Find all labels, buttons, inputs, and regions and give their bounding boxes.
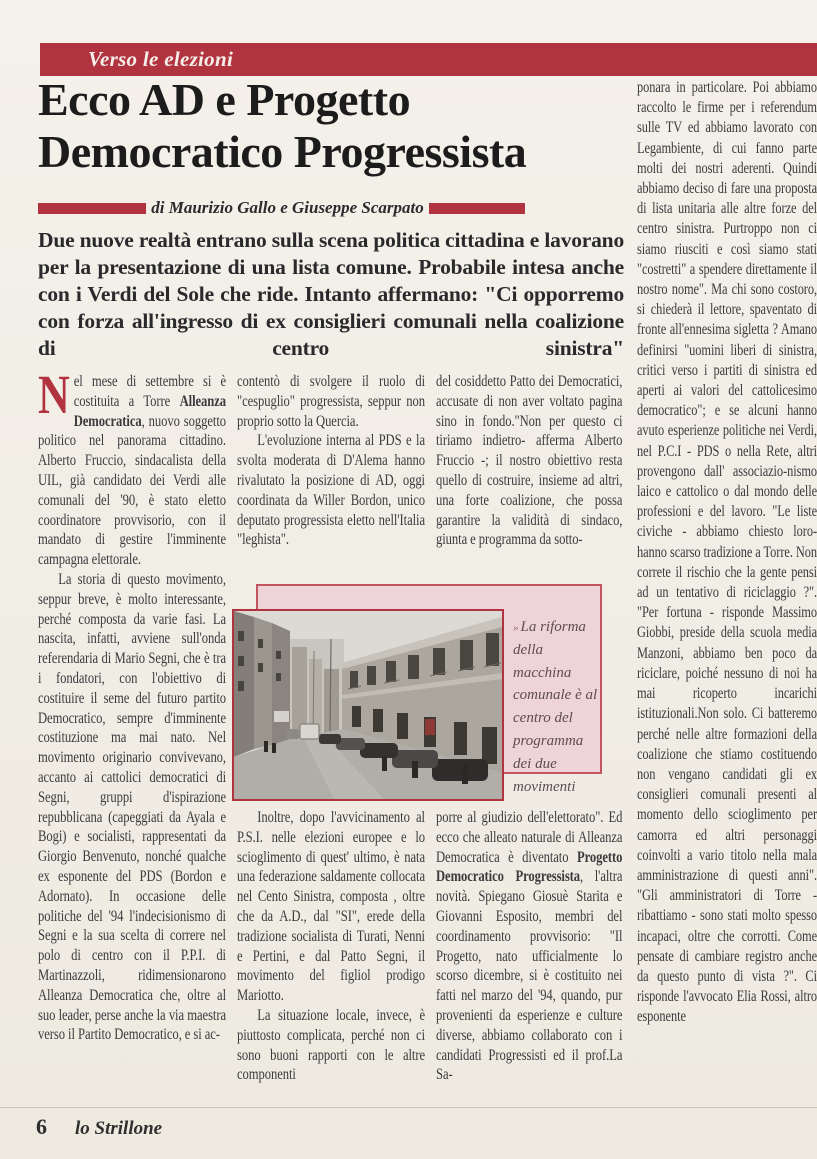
byline: [38, 199, 525, 217]
headline-line1: Ecco AD e Progetto: [38, 74, 411, 125]
paragraph: [436, 808, 622, 1085]
body-text: porre al giudizio dell'elettorato". Ed ecco che alleato naturale di Alleanza Democratica è diventato: [436, 809, 623, 866]
paragraph: L'evoluzione interna al PDS e la svolta moderata di D'Alema hanno rivalutato la posizione di AD, oggi coordinata da Willer Bordon, unico deputato progressista eletto nell'Italia "leghista".: [237, 432, 425, 549]
street-photo-graphic: [234, 611, 502, 799]
paragraph: La situazione locale, invece, è piuttosto complicata, perché non ci sono buoni rapporti con le altre componenti: [237, 1006, 425, 1084]
kicker-label: Verso le elezioni: [88, 47, 234, 71]
article-column-3-bottom: [436, 808, 622, 1106]
body-text: , nuovo soggetto politico nel panorama cittadino. Alberto Fruccio, sindacalista della UIL, già candidato dei Verdi alle comunali del '90, è stato eletto coordinatore provvisorio, con il mandato di gestire l'imminente campagna elettorale.: [38, 412, 226, 569]
caption-marker-icon: »: [513, 622, 519, 634]
paragraph: Inoltre, dopo l'avvicinamento al P.S.I. nelle elezioni europee e lo scioglimento di quest' ultimo, è nata una federazione saldamente collocata nel Cento Sinistra, composta , oltre che da A.D., dal "SI", erede della tradizione socialista di Turati, Nenni e Pertini, e dal Patto Segni, il movimento del figliol prodigo Mariotto.: [237, 809, 425, 1005]
photo-caption: [513, 616, 599, 798]
lede-paragraph: Due nuove realtà entrano sulla scena politica cittadina e lavorano per la presentazione di una lista comune. Probabile intesa anche con i Verdi del Sole che ride. Intanto affermano: "Ci opporremo con forza all'ingresso di ex consiglieri comunali nella coalizione di centro sinistra": [38, 228, 624, 360]
bold-text: Alleanza Democratica: [73, 392, 226, 430]
article-column-2-top: [237, 372, 425, 582]
byline-text: di Maurizio Gallo e Giuseppe Scarpato: [151, 198, 424, 217]
article-column-2-bottom: [237, 808, 425, 1106]
paragraph: del cosiddetto Patto dei Democratici, accusate di non aver voltato pagina sino in fondo."Non per questo ci tiriamo indietro- afferma Alberto Fruccio -; il nostro obiettivo resta quello di costruire, insieme ad altri, una forte coalizione, che possa garantire la validità di sindaco, giunta e programma da sotto-: [436, 373, 623, 549]
article-column-3-top: [436, 372, 622, 582]
footer-rule: [0, 1107, 817, 1108]
body-text: el mese di settembre si è costituita a Torre: [73, 373, 226, 410]
bold-text: Progetto Democratico Progressista: [436, 848, 623, 886]
paragraph: La storia di questo movimento, seppur breve, è molto interessante, perché composta da varie fasi. La nascita, infatti, avviene sull'onda referendaria di Mario Segni, che è tra i fondatori, con l'obiettivo di costituire il seme del futuro partito Democratico, sempre d'imminente costituzione ma mai nato. Nel movimento originario convivevano, accanto ai cattolici democratici di Segni, gruppi d'ispirazione repubblicana (capeggiati da Ayala e Bogi) e socialisti, rappresentati da Giorgio Benvenuto, nonché qualche ex esponente del PDS (Bordon e Adornato). In occasione delle politiche del '94 l'indecisionismo di Segni e la sua scelta di correre nel polo di centro con il P.P.I. di Martinazzoli, ridimensionarono Alleanza Democratica che, oltre al suo leader, perse anche la via maestra verso il Partito Democratico, e si ac-: [38, 570, 226, 1044]
body-text: , l'altra novità. Spiegano Giosuè Starita e Giovanni Esposito, membri del coordinamento provvisorio: "Il Progetto, nato ufficialmente lo scorso dicembre, si è costituito nei fatti nel marzo del '94, quando, pur provenienti da esperienze e culture diverse, abbiamo collaborato con i candidati Progressisti ed il prof.La Sa-: [436, 868, 623, 1084]
paragraph: contentò di svolgere il ruolo di "cespuglio" progressista, seppur non proprio sotto la Quercia.: [237, 373, 425, 430]
street-photo: [232, 609, 504, 801]
byline-rule-left: [38, 203, 146, 214]
kicker-bar: [40, 43, 817, 76]
headline-line2: Democratico Progressista: [38, 126, 527, 178]
article-column-1: [38, 372, 226, 1110]
page-title: [38, 74, 633, 179]
paragraph: [38, 372, 226, 570]
page-footer: [36, 1114, 162, 1144]
footer-publication-name: lo Strillone: [75, 1118, 163, 1139]
article-column-4: [637, 78, 817, 1108]
photo-caption-text: La riforma della macchina comunale è al centro del programma dei due movimenti: [513, 619, 598, 795]
byline-rule-right: [429, 203, 525, 214]
paragraph: ponara in particolare. Poi abbiamo raccolto le firme per i referendum sulle TV ed abbiamo lavorato con Legambiente, di cui fanno parte molti dei nostri aderenti. Quindi abbiamo deciso di fare una proposta di lista unitaria alle altre forze del centro sinistra. Purtroppo non ci siamo riusciti e così siamo stati "costretti" a spendere direttamente il nostro nome". Ma chi sono costoro, si chiederà il lettore, spaventato di fronte all'ennesima sigletta ? Amano definirsi "uomini liberi di sinistra, critici verso i partiti di sinistra ed aperti ai valori del cattolicesimo democratico"; e se alcuni hanno avuto esperienze politiche nei Verdi, nel P.C.I - PDS o nella Rete, altri provengono dall' associazio-nismo laico e cattolico o dal mondo delle professioni e del lavoro. "Le liste civiche - abbiamo chiesto loro- hanno scarso tradizione a Torre. Non correte il rischio che la gente pensi ad un tentativo di riciclaggio ?". "Per fortuna - risponde Massimo Giobbi, preside della scuola media Manzoni, abbiamo ben poco da riciclare, poiché nessuno di noi ha mai ricoperto incarichi istituzionali.Non solo. Ci batteremo perché nelle altre formazioni della coalizione che stiamo costituendo non vengano candidati gli ex consiglieri comunali presenti al momento dello scioglimento per camorra ed altri personaggi coinvolti a vario titolo nella mala amministrazione di questi anni". "Gli amministratori di Torre - ribattiamo - sono stati molto spesso incapaci, oltre che corrotti. Come pensate di cambiare registro anche da questo punto di vista ?". Ci risponde l'avvocato Elia Rossi, altro esponente: [637, 79, 817, 1026]
footer-page-number: 6: [36, 1114, 47, 1139]
drop-cap: N: [38, 372, 70, 425]
